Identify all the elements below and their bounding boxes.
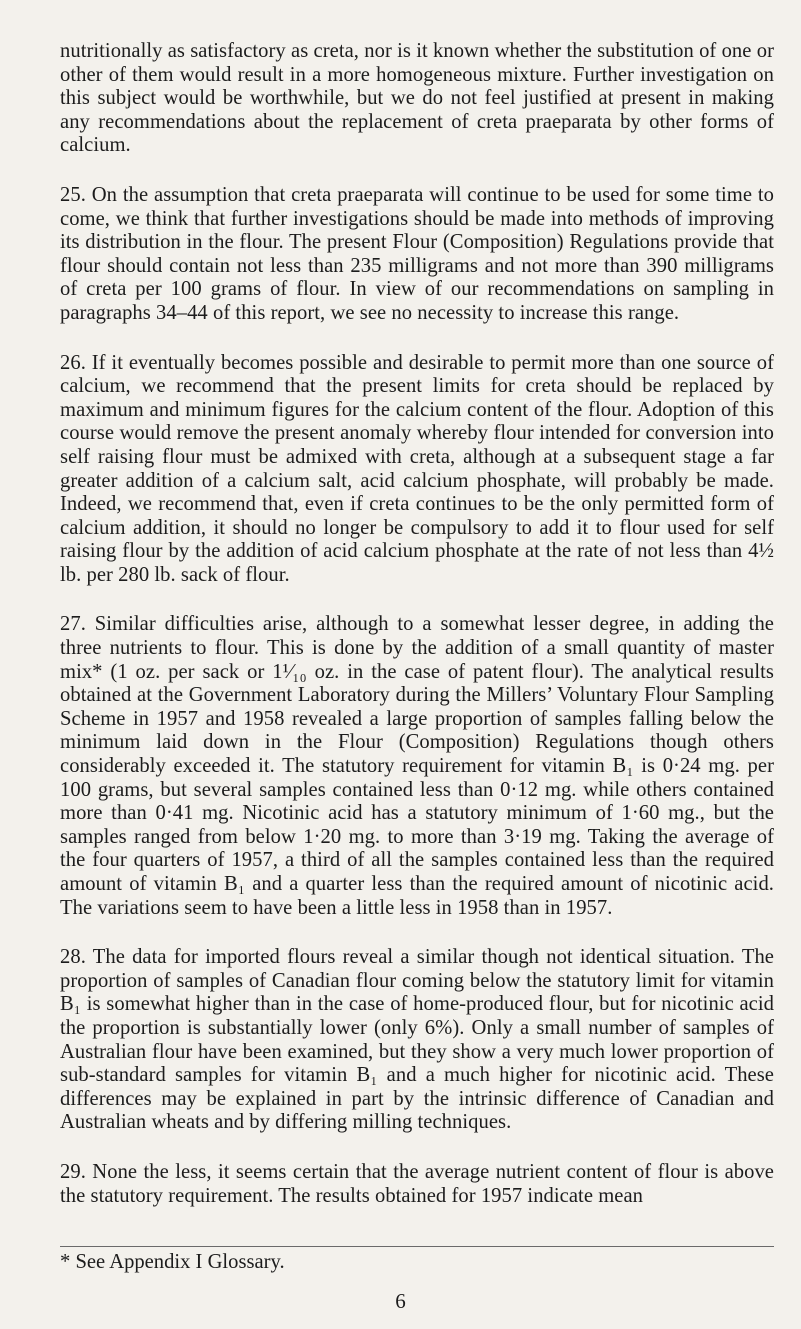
footnote: * See Appendix I Glossary. — [60, 1251, 285, 1273]
paragraph-27: 27. Similar difficulties arise, although to a somewhat lesser degree, in adding the three nutrients to flour. This is done by the addition of a small quantity of master mix* (1 oz. per sack or 1¹⁄₁₀ oz. in the case of patent flour). The analytical results obtained at the Government Laboratory during the Millers’ Voluntary Flour Sampling Scheme in 1957 and 1958 revealed a large proportion of samples falling below the minimum laid down in the Flour (Composition) Regulations though others considerably exceeded it. The statutory requirement for vitamin B₁ is 0·24 mg. per 100 grams, but several samples contained less than 0·12 mg. while others contained more than 0·41 mg. Nicotinic acid has a statutory minimum of 1·60 mg., but the samples ranged from below 1·20 mg. to more than 3·19 mg. Taking the average of the four quarters of 1957, a third of all the samples contained less than the required amount of vitamin B₁ and a quarter less than the required amount of nicotinic acid. The variations seem to have been a little less in 1958 than in 1957. — [60, 613, 774, 919]
page-number: 6 — [395, 1289, 406, 1313]
paragraph-26: 26. If it eventually becomes possible and desirable to permit more than one source of calcium, we recommend that the present limits for creta should be replaced by maximum and minimum figures for the calcium content of the flour. Adoption of this course would remove the present anomaly whereby flour intended for conversion into self raising flour must be admixed with creta, although at a subsequent stage a far greater addition of a calcium salt, acid calcium phosphate, will probably be made. Indeed, we recommend that, even if creta continues to be the only permitted form of calcium addition, it should no longer be compulsory to add it to flour used for self raising flour by the addition of acid calcium phosphate at the rate of not less than 4½ lb. per 280 lb. sack of flour. — [60, 351, 774, 586]
page-body — [60, 40, 774, 1234]
paragraph-28: 28. The data for imported flours reveal a similar though not identical situation. The proportion of samples of Canadian flour coming below the statutory limit for vitamin B₁ is somewhat higher than in the case of home-produced flour, but for nicotinic acid the proportion is substantially lower (only 6%). Only a small number of samples of Australian flour have been examined, but they show a very much lower proportion of sub-standard samples for vitamin B₁ and a much higher for nicotinic acid. These differences may be explained in part by the intrinsic difference of Canadian and Australian wheats and by differing milling techniques. — [60, 946, 774, 1134]
paragraph-29: 29. None the less, it seems certain that the average nutrient content of flour is above the statutory requirement. The results obtained for 1957 indicate mean — [60, 1160, 774, 1207]
paragraph-25: 25. On the assumption that creta praeparata will continue to be used for some time to come, we think that further investigations should be made into methods of improving its distribution in the flour. The present Flour (Composition) Regulations provide that flour should contain not less than 235 milligrams and not more than 390 milligrams of creta per 100 grams of flour. In view of our recommendations on sampling in paragraphs 34–44 of this report, we see no necessity to increase this range. — [60, 183, 774, 324]
footnote-divider — [60, 1246, 774, 1247]
paragraph-continuation: nutritionally as satisfactory as creta, nor is it known whether the substitution of one or other of them would result in a more homogeneous mixture. Further investigation on this subject would be worthwhile, but we do not feel justified at present in making any recommendations about the replacement of creta praeparata by other forms of calcium. — [60, 40, 774, 157]
